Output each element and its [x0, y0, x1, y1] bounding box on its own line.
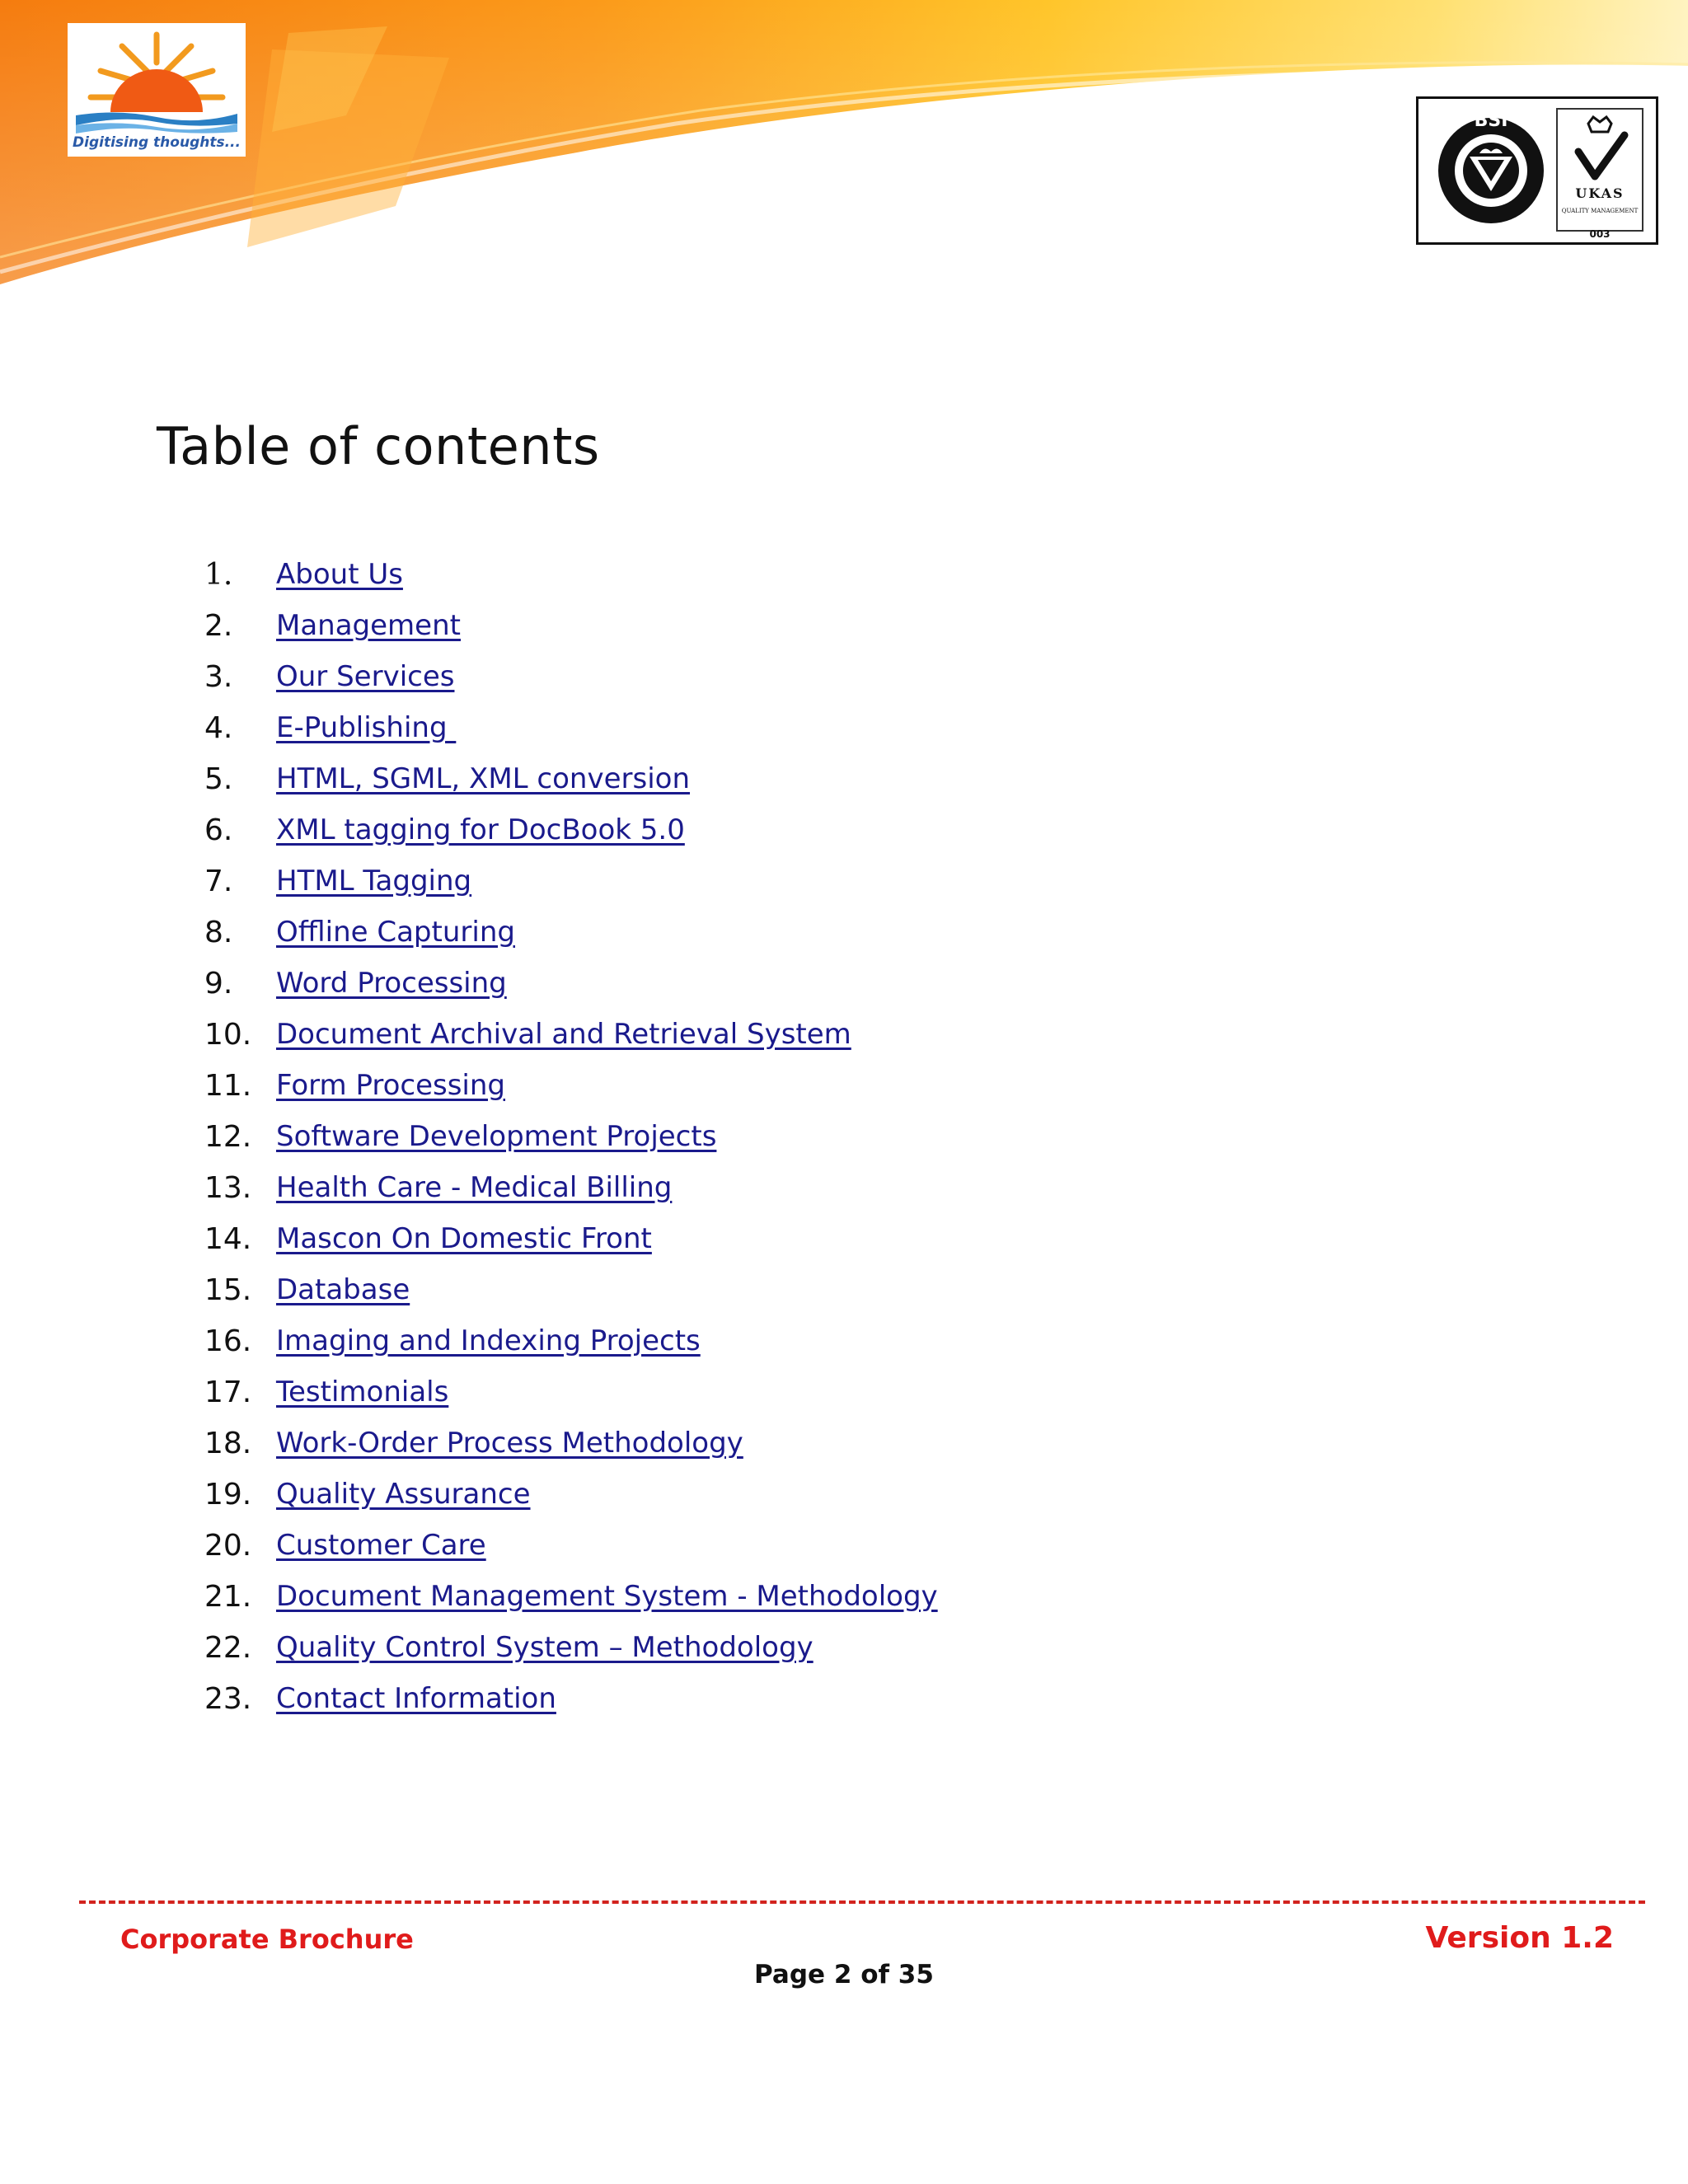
- toc-link[interactable]: Mascon On Domestic Front: [276, 1222, 652, 1255]
- toc-item: [204, 1673, 938, 1724]
- logo-tagline: Digitising thoughts...: [73, 134, 241, 151]
- toc-link[interactable]: Offline Capturing: [276, 916, 515, 949]
- toc-item-number: 10.: [204, 1017, 252, 1052]
- toc-link[interactable]: Software Development Projects: [276, 1120, 717, 1153]
- toc-item: [204, 1315, 938, 1366]
- toc-item-number: 1.: [204, 557, 233, 592]
- toc-item: [204, 804, 938, 855]
- footer-divider: [79, 1900, 1645, 1904]
- toc-item: [204, 1469, 938, 1520]
- toc-link[interactable]: Document Management System - Methodology: [276, 1580, 938, 1613]
- toc-link[interactable]: Form Processing: [276, 1069, 506, 1102]
- toc-item: [204, 1366, 938, 1418]
- toc-item: [204, 702, 938, 753]
- table-of-contents: [204, 549, 938, 1724]
- toc-item-number: 16.: [204, 1324, 252, 1358]
- toc-item: [204, 855, 938, 907]
- toc-item: [204, 1111, 938, 1162]
- toc-link[interactable]: Database: [276, 1273, 410, 1306]
- toc-item: [204, 1622, 938, 1673]
- toc-link[interactable]: HTML Tagging: [276, 865, 472, 898]
- footer-version: Version 1.2: [1425, 1921, 1614, 1955]
- toc-link[interactable]: E-Publishing: [276, 711, 457, 744]
- ukas-sublabel: QUALITY MANAGEMENT: [1561, 208, 1639, 214]
- toc-link[interactable]: Customer Care: [276, 1529, 486, 1562]
- toc-item: [204, 1162, 938, 1213]
- toc-item-number: 15.: [204, 1272, 252, 1307]
- toc-item-number: 14.: [204, 1221, 252, 1256]
- toc-link[interactable]: Health Care - Medical Billing: [276, 1171, 673, 1204]
- toc-link[interactable]: Testimonials: [276, 1376, 449, 1408]
- footer-page-number: Page 2 of 35: [754, 1960, 934, 1990]
- toc-item: [204, 549, 938, 600]
- toc-item-number: 12.: [204, 1119, 252, 1154]
- toc-item: [204, 1264, 938, 1315]
- toc-item: [204, 600, 938, 651]
- toc-item: [204, 1009, 938, 1060]
- toc-item: [204, 907, 938, 958]
- toc-item: [204, 1571, 938, 1622]
- footer-document-title: Corporate Brochure: [120, 1924, 414, 1955]
- toc-item-number: 5.: [204, 762, 233, 796]
- certification-mark: [1416, 96, 1658, 245]
- toc-item-number: 20.: [204, 1528, 252, 1563]
- toc-item-number: 7.: [204, 864, 233, 898]
- toc-item-number: 8.: [204, 915, 233, 949]
- ukas-number: 003: [1589, 228, 1611, 240]
- toc-item-number: 23.: [204, 1681, 252, 1716]
- toc-link[interactable]: Management: [276, 609, 461, 642]
- toc-item-number: 21.: [204, 1579, 252, 1614]
- toc-item-number: 6.: [204, 813, 233, 847]
- toc-item: [204, 1520, 938, 1571]
- toc-link[interactable]: Quality Assurance: [276, 1478, 531, 1511]
- bsi-ukas-certification-icon: [1418, 99, 1656, 242]
- toc-item: [204, 1418, 938, 1469]
- sunrise-logo-icon: [68, 23, 246, 157]
- toc-item-number: 18.: [204, 1426, 252, 1460]
- toc-link[interactable]: Document Archival and Retrieval System: [276, 1018, 851, 1051]
- toc-item-number: 4.: [204, 710, 233, 745]
- toc-link[interactable]: Imaging and Indexing Projects: [276, 1324, 701, 1357]
- toc-link[interactable]: Work-Order Process Methodology: [276, 1427, 743, 1460]
- toc-link[interactable]: Contact Information: [276, 1682, 556, 1715]
- toc-item-number: 13.: [204, 1170, 252, 1205]
- toc-item: [204, 1213, 938, 1264]
- toc-link[interactable]: About Us: [276, 558, 403, 591]
- toc-item: [204, 753, 938, 804]
- bsi-label: BSI: [1474, 110, 1508, 131]
- toc-item-number: 2.: [204, 608, 233, 643]
- toc-link[interactable]: Quality Control System – Methodology: [276, 1631, 814, 1664]
- company-logo: [68, 23, 246, 157]
- toc-item-number: 22.: [204, 1630, 252, 1665]
- page-title: Table of contents: [157, 416, 600, 476]
- toc-item-number: 17.: [204, 1375, 252, 1409]
- ukas-label: UKAS: [1575, 185, 1625, 201]
- toc-item-number: 9.: [204, 966, 233, 1001]
- toc-item-number: 11.: [204, 1068, 252, 1103]
- toc-link[interactable]: HTML, SGML, XML conversion: [276, 762, 690, 795]
- toc-item-number: 3.: [204, 659, 233, 694]
- toc-link[interactable]: XML tagging for DocBook 5.0: [276, 813, 685, 846]
- toc-item-number: 19.: [204, 1477, 252, 1511]
- toc-link[interactable]: Word Processing: [276, 967, 507, 1000]
- toc-item: [204, 1060, 938, 1111]
- toc-item: [204, 958, 938, 1009]
- toc-link[interactable]: Our Services: [276, 660, 455, 693]
- toc-item: [204, 651, 938, 702]
